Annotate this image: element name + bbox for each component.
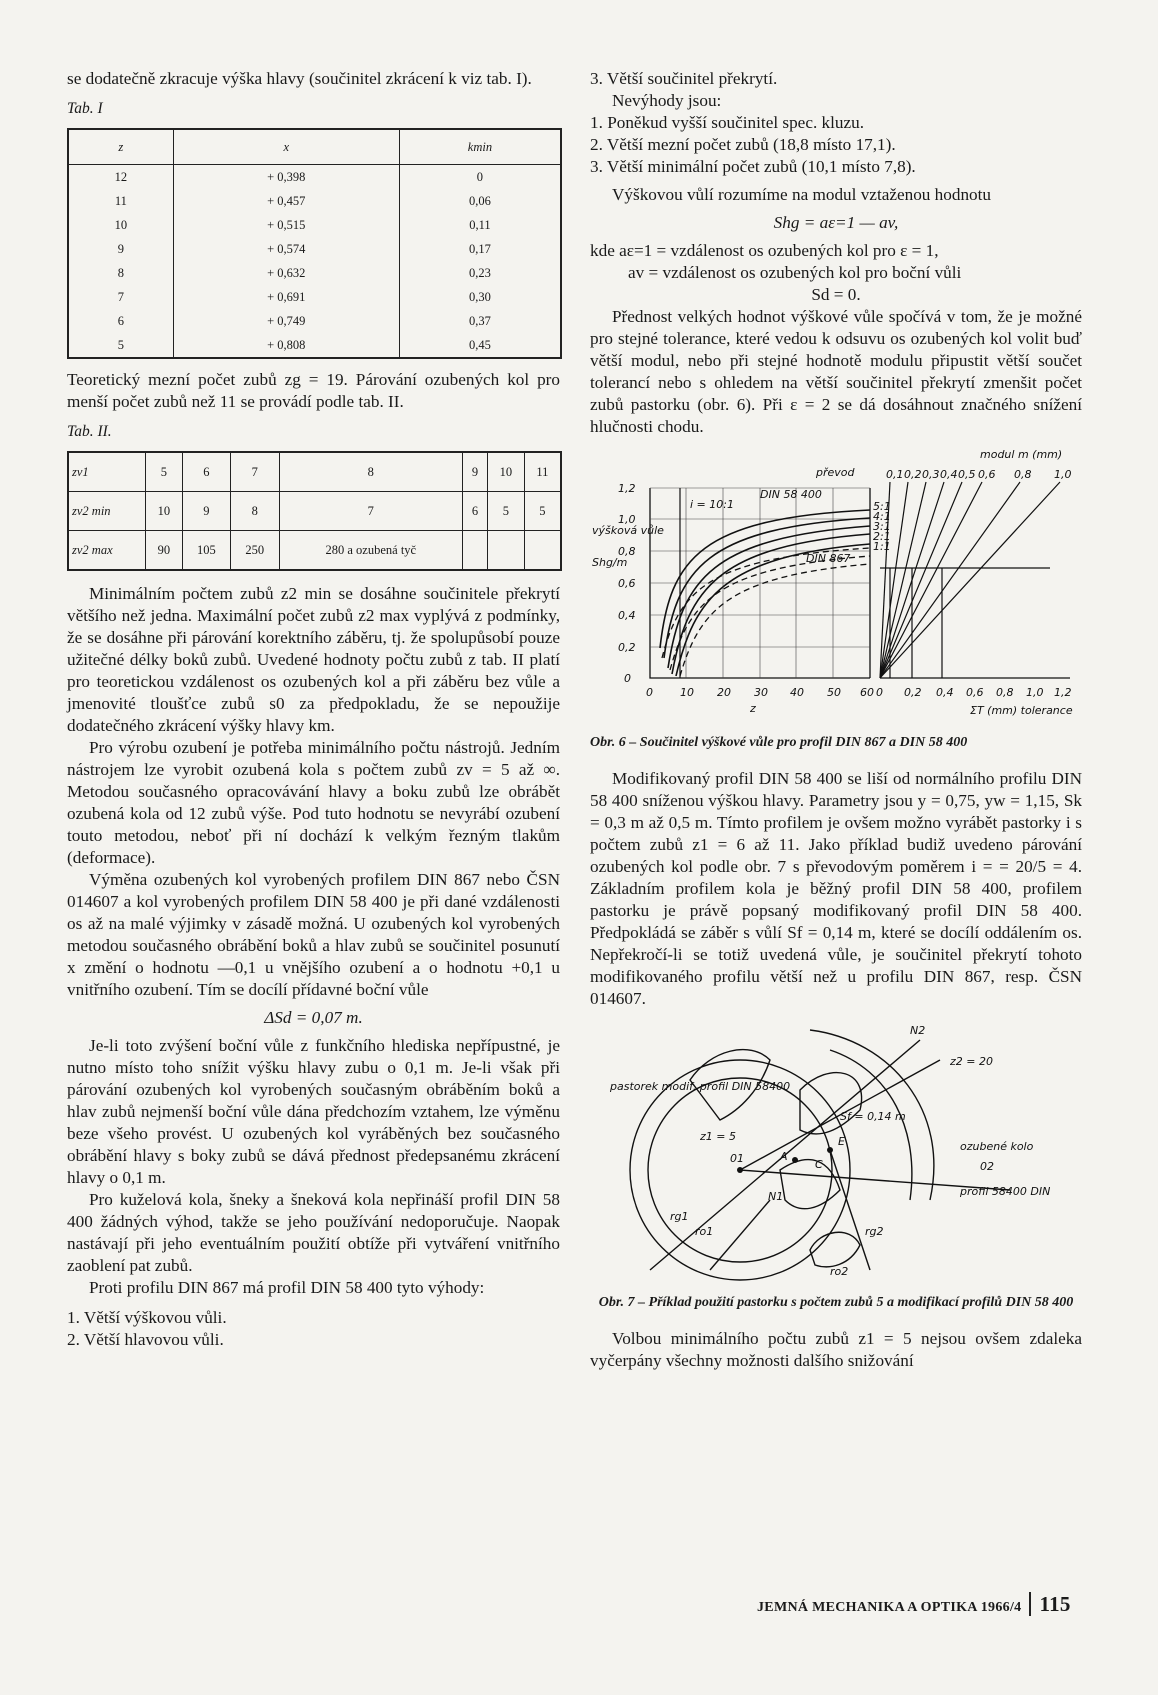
fig7-o2-label: 02 (980, 1160, 994, 1173)
vyroba-paragraph: Pro výrobu ozubení je potřeba minimálního počtu nástrojů. Jedním nástrojem lze vyrobit ozubená kola s počtem zubů zv = 5 až ∞. Metodou současného opracovávání hlavy a boku zubů lze obrábět ozubená kola od 12 zubů výše. Pod tuto hodnotu se nevyrábí ozubení touto metodou, neboť při ní dochází k velkým řezným tlakům (deformace). (67, 738, 560, 867)
fig6-xtick: 30 (754, 686, 768, 699)
table-row (68, 261, 561, 285)
fig7-sf-label: Sf = 0,14 m (840, 1110, 906, 1123)
fig6-prevod-label: převod (816, 466, 855, 479)
fig6-ratio: 1:1 (873, 540, 891, 553)
definition: Sd = 0. (811, 285, 861, 304)
kuzel-paragraph: Pro kuželová kola, šneky a šneková kola nepřináší profil DIN 58 400 žádných výhod, takže se jeho používání nedoporučuje. Naopak nastávají při jeho eventuálním použití obtíže při vytváření vnitřního zaoblení pat zubů. (67, 1190, 560, 1275)
figure-7 (590, 1020, 1082, 1288)
fig7-n2-label: N2 (910, 1024, 926, 1037)
fig7-ro1-label: ro1 (695, 1225, 714, 1238)
cell (463, 531, 488, 571)
cell: 11 (524, 452, 561, 492)
cell: 250 (231, 531, 279, 571)
fig7-z2-label: z2 = 20 (950, 1055, 993, 1068)
cell: 10 (68, 213, 173, 237)
fig6-xtick: 20 (717, 686, 731, 699)
row-header: zv2 max (68, 531, 146, 571)
fig6-ratio-label: i = 10:1 (690, 498, 734, 511)
list-item: 2. Větší hlavovou vůli. (67, 1330, 224, 1349)
cell: 5 (488, 492, 525, 531)
fig6-ytick: 0,4 (618, 609, 636, 622)
right-column (590, 68, 1082, 1372)
cell (488, 531, 525, 571)
table-1-header: kmin (399, 129, 561, 165)
cell: 8 (279, 452, 463, 492)
cell: 280 a ozubená tyč (279, 531, 463, 571)
fig6-ylabel: výšková vůle (592, 524, 664, 537)
table-row (68, 237, 561, 261)
fig6-xlabel: z (750, 702, 756, 715)
fig6-tol-label: ΣT (mm) tolerance (970, 704, 1073, 717)
cell: 8 (231, 492, 279, 531)
cell: 6 (182, 452, 230, 492)
list-item: 3. Větší součinitel překrytí. (590, 69, 778, 88)
fig6-xtick: 60 (860, 686, 874, 699)
page-number: 115 (1029, 1592, 1070, 1616)
cell: 6 (68, 309, 173, 333)
fig6-xtick: 0 (646, 686, 653, 699)
fig6-xtick: 40 (790, 686, 804, 699)
figure-6-diagram (590, 448, 1082, 722)
table-1-header: x (173, 129, 399, 165)
cell: 7 (279, 492, 463, 531)
cell: 5 (68, 333, 173, 358)
fig6-modul-tick: 0,6 (978, 468, 996, 481)
journal-name: JEMNÁ MECHANIKA A OPTIKA 1966/4 (757, 1600, 1022, 1615)
fig7-rg1-label: rg1 (670, 1210, 689, 1223)
figure-7-caption: Obr. 7 – Příklad použití pastorku s počtem zubů 5 a modifikací profilů DIN 58 400 (598, 1295, 1074, 1310)
list-item: 2. Větší mezní počet zubů (18,8 místo 17,1). (590, 135, 896, 154)
fig6-din867-label: DIN 867 (806, 552, 851, 565)
fig6-ytick: 0 (624, 672, 631, 685)
fig6-modul-lines (880, 482, 1060, 678)
list-item: 1. Poněkud vyšší součinitel spec. kluzu. (590, 113, 865, 132)
table-row (68, 531, 561, 571)
cell: + 0,632 (173, 261, 399, 285)
fig6-modul-tick: 1,0 (1054, 468, 1072, 481)
fig7-e-label: E (838, 1135, 845, 1148)
cell: 7 (68, 285, 173, 309)
cell: 8 (68, 261, 173, 285)
fig6-modul-tick: 0,3 (922, 468, 940, 481)
fig6-xtick: 0,8 (996, 686, 1014, 699)
fig6-curves-din867 (662, 548, 870, 676)
figure-6 (590, 448, 1082, 728)
table-row (68, 492, 561, 531)
definition: kde aε=1 = vzdálenost os ozubených kol pro ε = 1, (590, 241, 939, 260)
fig6-xtick: 1,0 (1026, 686, 1044, 699)
nevyhody-title: Nevýhody jsou: (612, 91, 722, 110)
page-footer (757, 1592, 1071, 1617)
fig7-z1-label: z1 = 5 (700, 1130, 736, 1143)
table-row (68, 189, 561, 213)
proti-paragraph: Proti profilu DIN 867 má profil DIN 58 400 tyto výhody: (89, 1278, 485, 1297)
fig7-c-label: C (815, 1158, 823, 1171)
cell: + 0,691 (173, 285, 399, 309)
table-2 (67, 451, 562, 571)
cell: 0,11 (399, 213, 561, 237)
fig7-n1-label: N1 (768, 1190, 784, 1203)
cell: + 0,457 (173, 189, 399, 213)
fig6-din58400-label: DIN 58 400 (760, 488, 822, 501)
cell: 0,06 (399, 189, 561, 213)
modif-paragraph: Modifikovaný profil DIN 58 400 se liší od normálního profilu DIN 58 400 sníženou výškou hlavy. Parametry jsou y = 0,75, yw = 1,15, Sk = 0,3 m až 0,5 m. Tímto profilem je ovšem možno vyrábět pastorky i s počtem zubů z1 = 6 až 11. Jako příklad budiž uvedeno párování ozubených kol podle obr. 7 s převodovým poměrem i = = 20/5 = 4. Základním profilem kola je běžný profil DIN 58 400, profilem pastorku je právě popsaný modifikovaný profil DIN 58 400. Předpokládá se záběr s vůlí Sf = 0,14 m, které se docílí oddálením os. Nepřekročí-li se totiž uvedená vůle, je součinitel překrytí tohoto modifikovaného profilu větší než u profilu DIN 867, resp. ČSN 014607. (590, 769, 1082, 1008)
table-row (68, 452, 561, 492)
cell: 0,37 (399, 309, 561, 333)
fig6-xtick: 0 (876, 686, 883, 699)
cell: 0,45 (399, 333, 561, 358)
cell: 0,23 (399, 261, 561, 285)
list-item: 3. Větší minimální počet zubů (10,1 místo 7,8). (590, 157, 916, 176)
cell: + 0,515 (173, 213, 399, 237)
fig6-curves-din58400 (660, 510, 870, 676)
left-column (67, 68, 560, 1351)
fig6-ytick: 1,2 (618, 482, 636, 495)
table-1-header: z (68, 129, 173, 165)
table-row (68, 213, 561, 237)
fig6-xtick: 50 (827, 686, 841, 699)
fig7-o1-label: 01 (730, 1152, 744, 1165)
fig6-ratio: 3:1 (873, 520, 891, 533)
cell: + 0,749 (173, 309, 399, 333)
cell: 9 (463, 452, 488, 492)
cell: 7 (231, 452, 279, 492)
equation-shg: Shg = aε=1 — av, (773, 213, 899, 232)
fig6-xtick: 0,6 (966, 686, 984, 699)
fig6-ytick: 1,0 (618, 513, 636, 526)
cell (524, 531, 561, 571)
fig6-xtick: 0,4 (936, 686, 954, 699)
cell: 0,17 (399, 237, 561, 261)
cell: 5 (524, 492, 561, 531)
cell: 11 (68, 189, 173, 213)
jeli-paragraph: Je-li toto zvýšení boční vůle z funkčního hlediska nepřípustné, je nutno místo toho snížit výšku hlavy zubu o 0,1 m. Je-li však při párování ozubených kol vyrobených současným obráběním boků a hlav zubů nejmenší boční vůle dána předchozím vztahem, lze výměnu beze všeho provést. U ozubených kol vyráběných bez současného obrábění hlavy s boky zubů se dává přednost předepsanému zkrácení hlavy o 0,1 m. (67, 1036, 560, 1187)
fig6-ratio: 2:1 (873, 530, 891, 543)
fig7-a-label: A (780, 1150, 788, 1163)
fig6-modul-tick: 0,1 (886, 468, 904, 481)
cell: 0 (399, 165, 561, 190)
fig6-ylabel-unit: Shg/m (592, 556, 628, 569)
cell: + 0,398 (173, 165, 399, 190)
definition: av = vzdálenost os ozubených kol pro boční vůli (628, 263, 962, 282)
table-row (68, 309, 561, 333)
table-row (68, 333, 561, 358)
row-header: zv2 min (68, 492, 146, 531)
min-paragraph: Minimálním počtem zubů z2 min se dosáhne součinitele překrytí většího než jedna. Maximální počet zubů z2 max vyplývá z podmínky, že se dosáhne při párování korektního záběru, tj. že spolupůsobí pouze užitečné délky boků zubů. Uvedené hodnoty počtu zubů z tab. II platí pro teoretickou vzdálenost os ozubených kol a při záběru bez vůle a jmenovité tloušťce zubů s0 za předpokladu, že se nepoužije dodatečného zkrácení výšky hlavy km. (67, 584, 560, 735)
row-header: zv1 (68, 452, 146, 492)
fig7-pastorek-label: pastorek modif. profil DIN 58400 (610, 1080, 791, 1093)
fig6-modul-label: modul m (mm) (980, 448, 1063, 461)
volbou-paragraph: Volbou minimálního počtu zubů z1 = 5 nejsou ovšem zdaleka vyčerpány všechny možnosti dalšího snižování (590, 1329, 1082, 1370)
cell: 9 (182, 492, 230, 531)
equation-ds: ΔSd = 0,07 m. (264, 1008, 363, 1027)
table-2-caption: Tab. II. (67, 423, 112, 440)
table-1 (67, 128, 562, 359)
cell: 10 (146, 492, 183, 531)
cell: 6 (463, 492, 488, 531)
fig6-xtick: 10 (680, 686, 694, 699)
fig6-xtick: 0,2 (904, 686, 922, 699)
fig6-ratio: 4:1 (873, 510, 891, 523)
cell: 0,30 (399, 285, 561, 309)
figure-7-diagram (590, 1020, 1082, 1282)
cell: 9 (68, 237, 173, 261)
cell: 105 (182, 531, 230, 571)
fig6-ytick: 0,6 (618, 577, 636, 590)
table-1-caption: Tab. I (67, 100, 103, 117)
cell: + 0,574 (173, 237, 399, 261)
list-item: 1. Větší výškovou vůli. (67, 1308, 227, 1327)
cell: 90 (146, 531, 183, 571)
fig6-xtick: 1,2 (1054, 686, 1072, 699)
fig7-ro2-label: ro2 (830, 1265, 849, 1278)
fig6-modul-tick: 0,8 (1014, 468, 1032, 481)
cell: 10 (488, 452, 525, 492)
fig7-kolo-label: ozubené kolo (960, 1140, 1034, 1153)
vyskova-paragraph: Výškovou vůlí rozumíme na modul vztaženou hodnotu (612, 185, 992, 204)
vymena-paragraph: Výměna ozubených kol vyrobených profilem DIN 867 nebo ČSN 014607 a kol vyrobených profilem DIN 58 400 je při dané vzdálenosti os až na malé výjimky v zásadě možná. U ozubených kol vyrobených metodou současného obrábění boků a hlav zubů se součinitel posunutí x změní o hodnotu —0,1 u vnějšího ozubení a o hodnotu +0,1 u vnitřního ozubení. Tím se docílí přídavné boční vůle (67, 870, 560, 999)
fig6-modul-tick: 0,4 (940, 468, 958, 481)
prednost-paragraph: Přednost velkých hodnot výškové vůle spočívá v tom, že je možné pro stejné tolerance, které vedou k odsuvu os ozubených kol volit buď větší modul, nebo při stejné hodnotě modulu připustit větší součet tolerancí nebo s ohledem na větší součinitel překrytí zmenšit počet zubů pastorku (obr. 6). Při ε = 2 se dá dosáhnout značného snížení hlučnosti chodu. (590, 307, 1082, 436)
table-row (68, 165, 561, 190)
figure-6-caption: Obr. 6 – Součinitel výškové vůle pro profil DIN 867 a DIN 58 400 (590, 735, 968, 750)
cell: 5 (146, 452, 183, 492)
fig6-modul-tick: 0,5 (958, 468, 976, 481)
fig6-ytick: 0,2 (618, 641, 636, 654)
fig6-ratio: 5:1 (873, 500, 891, 513)
fig7-profil-label: profil 58400 DIN (960, 1185, 1051, 1198)
fig6-ytick: 0,8 (618, 545, 636, 558)
table-row (68, 285, 561, 309)
cell: 12 (68, 165, 173, 190)
cell: + 0,808 (173, 333, 399, 358)
fig6-modul-tick: 0,2 (904, 468, 922, 481)
fig7-rg2-label: rg2 (865, 1225, 884, 1238)
intro-paragraph: se dodatečně zkracuje výška hlavy (součinitel zkrácení k viz tab. I). (67, 69, 532, 88)
teoret-paragraph: Teoretický mezní počet zubů zg = 19. Párování ozubených kol pro menší počet zubů než 11 se provádí podle tab. II. (67, 370, 560, 411)
